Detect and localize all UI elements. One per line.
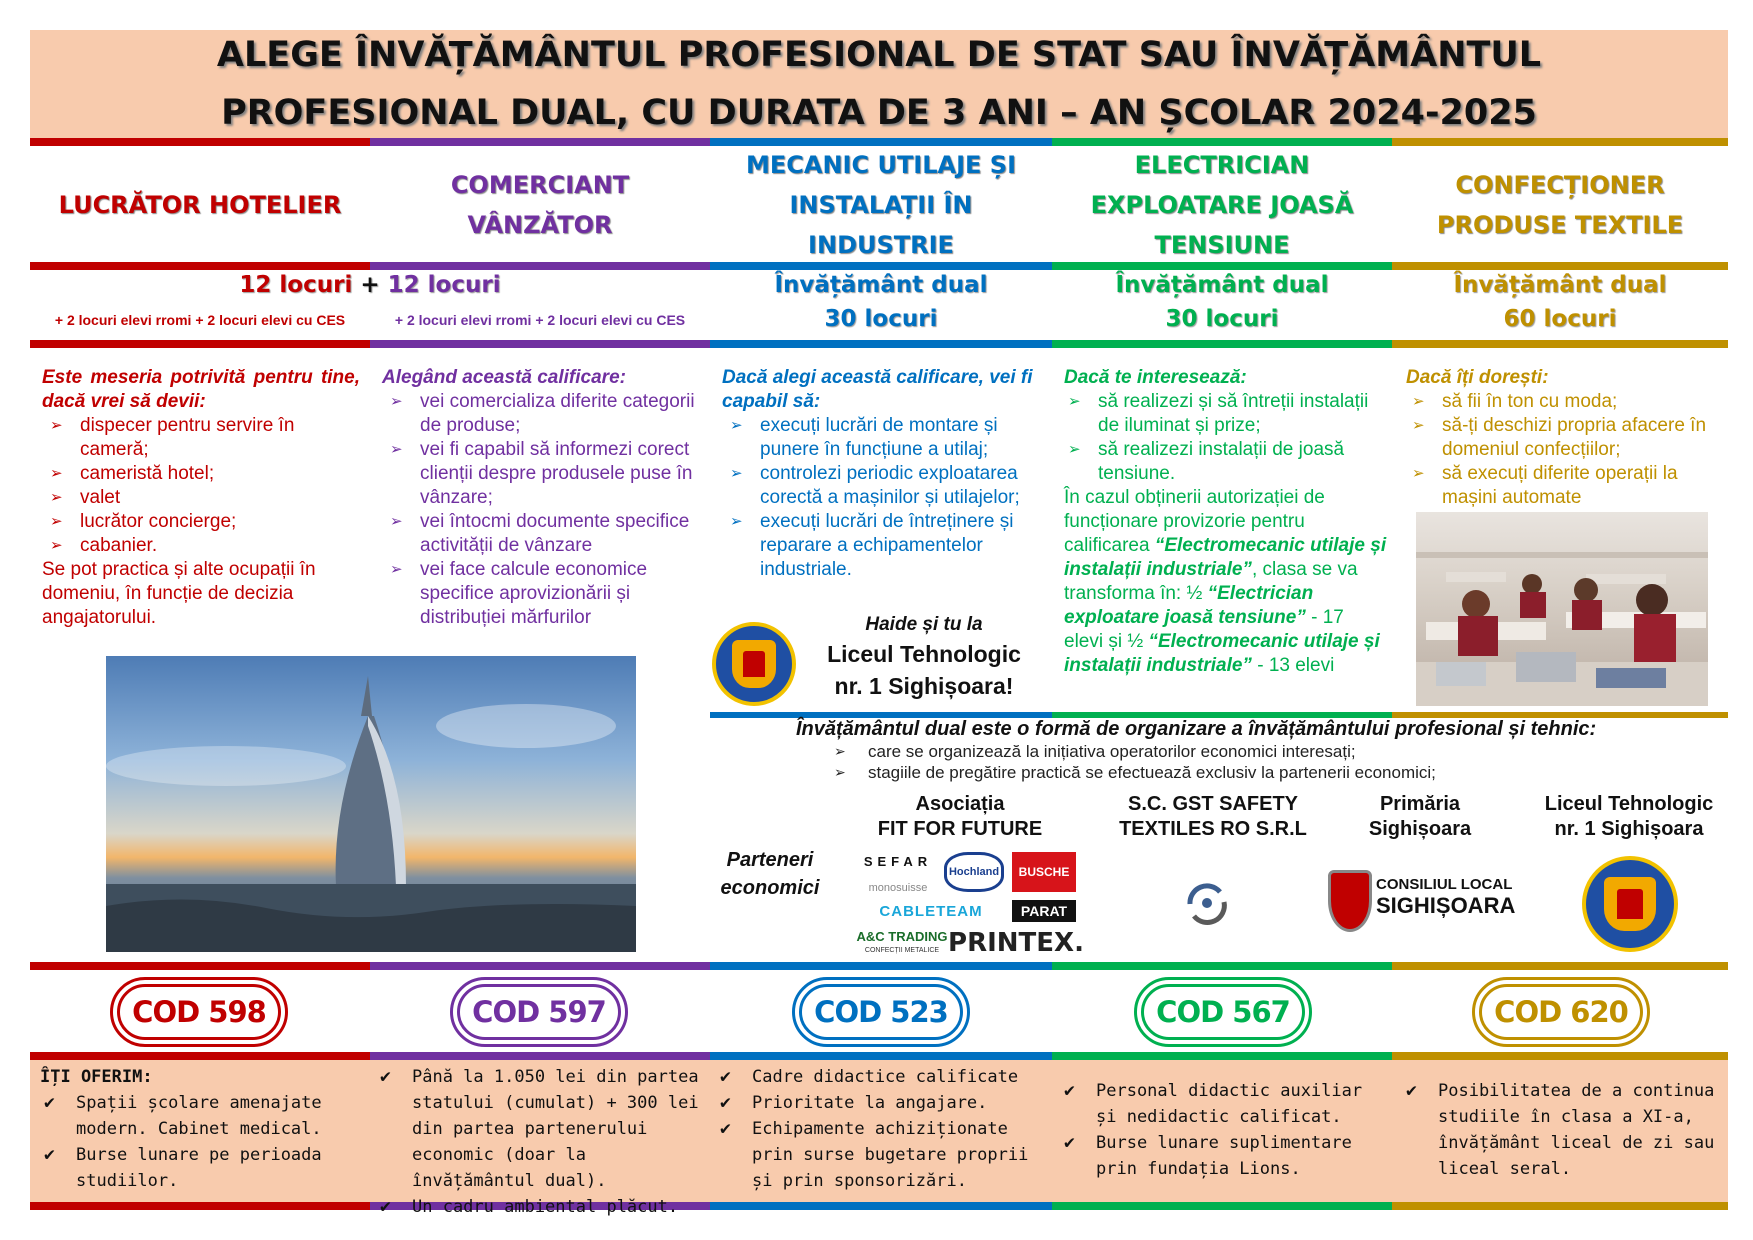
description-intro: Dacă îți dorești: (1406, 367, 1549, 388)
partner-name-line: Sighișoara (1368, 818, 1472, 840)
description-list (1404, 390, 1726, 510)
places-comerciant: 12 locuri (387, 272, 501, 298)
list-item: ✔ Până la 1.050 lei din partea statului (cumulat) + 300 lei din partea partenerului economic (doar la învățământul dual). (376, 1064, 706, 1194)
dual-title: Învățământul dual este o formă de organizare a învățământului profesional și tehnic: (796, 718, 1597, 740)
code-523-badge (792, 977, 970, 1047)
description-intro: Dacă alegi această calificare, vei fi capabil să: (722, 367, 1033, 412)
places-mecanic (710, 268, 1052, 342)
code-620-badge (1472, 977, 1650, 1047)
qualification-title-line: EXPLOATARE JOASĂ (1090, 191, 1354, 219)
promo-line: nr. 1 Sighișoara! (834, 673, 1014, 699)
list-item: ➢ dispecer pentru servire în cameră; (42, 414, 360, 462)
outro-quote: “Electromecanic utilaje și instalații industriale” (1064, 535, 1387, 580)
parat-logo: PARAT (1012, 900, 1076, 922)
monosuisse-logo: monosuisse (868, 882, 928, 894)
offers-hotelier (40, 1064, 366, 1194)
busche-logo: BUSCHE (1012, 852, 1076, 892)
offers-confectioner (1402, 1078, 1724, 1182)
qualification-title-comerciant (370, 146, 710, 264)
offers-mecanic (716, 1064, 1048, 1194)
qualification-title-line: INSTALAȚII ÎN (789, 191, 973, 219)
places-note: + 2 locuri elevi rromi + 2 locuri elevi cu CES (54, 312, 346, 328)
qualification-title-mecanic (710, 146, 1052, 264)
list-item: ➢ să fii în ton cu moda; (1404, 390, 1726, 414)
consiliu-local-logo (1376, 876, 1526, 919)
qualification-title-line: ELECTRICIAN (1134, 151, 1310, 179)
partner-name-line: Primăria (1379, 793, 1461, 815)
partner-name-line: Asociația (915, 793, 1005, 815)
places-count: 30 locuri (824, 306, 938, 332)
dual-education-info (710, 718, 1730, 783)
list-item: ➢ să realizezi și să întreții instalații de iluminat și prize; (1060, 390, 1388, 438)
sighisoara-coat-of-arms-icon (1328, 870, 1372, 932)
outro-text: , clasa se va transforma în: ½ (1064, 559, 1358, 604)
outro-text: - 13 elevi (1251, 655, 1335, 676)
title-line-2: PROFESIONAL DUAL, CU DURATA DE 3 ANI – AN ȘCOLAR 2024-2025 (221, 93, 1537, 133)
list-item: ➢ valet (42, 486, 360, 510)
sewing-classroom-photo (1416, 512, 1708, 706)
qualification-title-text: LUCRĂTOR HOTELIER (58, 191, 342, 219)
offers-list (1060, 1078, 1388, 1182)
partner-fit-for-future (850, 792, 1070, 842)
list-item: ➢ execuți lucrări de montare și punere în funcțiune a utilaj; (722, 414, 1048, 462)
partners-label-line: Parteneri (726, 849, 814, 871)
education-type: Învățământ dual (1453, 272, 1667, 298)
offers-title: ÎȚI OFERIM: (40, 1067, 153, 1087)
description-intro: Dacă te interesează: (1064, 367, 1247, 388)
list-item: ➢ controlezi periodic exploatarea corectă a mașinilor și utilajelor; (722, 462, 1048, 510)
code-label: COD 597 (457, 984, 621, 1040)
sefar-logo: SEFAR (863, 853, 933, 869)
description-list (722, 414, 1048, 582)
list-item: ✔ Burse lunare pe perioada studiilor. (40, 1142, 366, 1194)
description-comerciant (382, 366, 702, 630)
partner-name-line: S.C. GST SAFETY (1127, 793, 1299, 815)
description-intro: Este meseria potrivită pentru tine, dacă vrei să devii: (42, 367, 360, 412)
consiliu-line: SIGHIȘOARA (1376, 893, 1516, 918)
outro-text: - 17 elevi și ½ (1064, 607, 1344, 652)
qualification-title-electrician (1052, 146, 1392, 264)
list-item: ✔ Cadre didactice calificate (716, 1064, 1048, 1090)
partner-name-line: TEXTILES RO S.R.L (1119, 818, 1307, 840)
partner-primaria (1340, 792, 1500, 842)
qualification-title-line: TENSIUNE (1154, 231, 1290, 259)
places-count: 60 locuri (1503, 306, 1617, 332)
school-crest-icon (712, 622, 796, 706)
code-598-badge (110, 977, 288, 1047)
offers-electrician (1060, 1078, 1388, 1182)
description-hotelier (42, 366, 360, 630)
description-list (382, 390, 702, 630)
description-outro (1064, 486, 1388, 678)
list-item: ➢ care se organizează la inițiativa operatorilor economici interesați; (830, 741, 1730, 762)
list-item: ✔ Spații școlare amenajate modern. Cabinet medical. (40, 1090, 366, 1142)
list-item: ➢ stagiile de pregătire practică se efectuează exclusiv la partenerii economici; (830, 762, 1730, 783)
list-item: ✔ Prioritate la angajare. (716, 1090, 1048, 1116)
list-item: ✔ Echipamente achiziționate prin surse bugetare proprii și prin sponsorizări. (716, 1116, 1048, 1194)
list-item: ✔ Posibilitatea de a continua studiile în clasa a XI-a, învățământ liceal de zi sau liceal seral. (1402, 1078, 1724, 1182)
offers-list (40, 1090, 366, 1194)
hochland-logo: Hochland (944, 852, 1004, 892)
places-count: 30 locuri (1165, 306, 1279, 332)
school-promo (800, 612, 1048, 702)
partner-name-line: FIT FOR FUTURE (877, 818, 1043, 840)
list-item: ➢ vei face calcule economice specifice aprovizionării și distribuției mărfurilor (382, 558, 702, 630)
list-item: ➢ să realizezi instalații de joasă tensiune. (1060, 438, 1388, 486)
places-electrician (1052, 268, 1392, 342)
qualification-title-line: PRODUSE TEXTILE (1436, 211, 1684, 239)
list-item: ➢ să-ți deschizi propria afacere în domeniul confecțiilor; (1404, 414, 1726, 462)
outro-quote: “Electromecanic utilaje și instalații industriale” (1064, 631, 1380, 676)
places-confectioner (1392, 268, 1728, 342)
list-item: ✔ Un cadru ambiental plăcut. (376, 1194, 706, 1220)
cableteam-logo: CABLETEAM (879, 902, 983, 920)
list-item: ➢ lucrător concierge; (42, 510, 360, 534)
description-list (42, 414, 360, 558)
description-electrician (1064, 366, 1388, 678)
description-confectioner (1406, 366, 1726, 510)
partners-label-line: economici (720, 877, 820, 899)
places-note: + 2 locuri elevi rromi + 2 locuri elevi cu CES (394, 312, 686, 328)
page-title (30, 30, 1728, 138)
title-line-1: ALEGE ÎNVĂȚĂMÂNTUL PROFESIONAL DE STAT SAU ÎNVĂȚĂMÂNTUL (216, 35, 1542, 75)
code-label: COD 598 (117, 984, 281, 1040)
qualification-title-line: CONFECȚIONER (1455, 171, 1665, 199)
ac-trading-logo: A&C TRADING (856, 928, 948, 944)
qualification-title-line: MECANIC UTILAJE ȘI (746, 151, 1016, 179)
description-intro: Alegând această calificare: (382, 367, 626, 388)
offers-comerciant (376, 1064, 706, 1220)
qualification-title-confectioner (1392, 146, 1728, 264)
partner-name-line: nr. 1 Sighișoara (1554, 818, 1704, 840)
list-item: ➢ să execuți diferite operații la mașini automate (1404, 462, 1726, 510)
liceul-crest-icon (1582, 856, 1678, 952)
list-item: ➢ vei fi capabil să informezi corect clienții despre produsele puse în vânzare; (382, 438, 702, 510)
partner-liceul (1524, 792, 1734, 842)
ac-trading-subtitle: CONFECȚII METALICE (864, 946, 940, 954)
qualification-title-hotelier (30, 146, 370, 264)
offers-list (376, 1064, 706, 1220)
places-plus: + (360, 272, 380, 298)
partner-gst (1098, 792, 1328, 842)
code-label: COD 620 (1479, 984, 1643, 1040)
outro-text: În cazul obținerii autorizației de funcționare provizorie pentru calificarea (1064, 487, 1325, 556)
description-outro: Se pot practica și alte ocupații în domeniu, în funcție de decizia angajatorului. (42, 559, 316, 628)
partners-label (710, 846, 830, 902)
education-type: Învățământ dual (774, 272, 988, 298)
code-567-badge (1134, 977, 1312, 1047)
dual-list (830, 741, 1730, 783)
qualification-title-line: INDUSTRIE (808, 231, 954, 259)
gst-logo-icon (1180, 876, 1234, 930)
list-item: ✔ Personal didactic auxiliar și nedidactic calificat. (1060, 1078, 1388, 1130)
list-item: ➢ cameristă hotel; (42, 462, 360, 486)
description-list (1060, 390, 1388, 486)
promo-line: Haide și tu la (865, 614, 983, 635)
outro-quote: “Electrician exploatare joasă tensiune” (1064, 583, 1314, 628)
partner-name-line: Liceul Tehnologic (1544, 793, 1714, 815)
list-item: ➢ cabanier. (42, 534, 360, 558)
list-item: ➢ vei întocmi documente specifice activității de vânzare (382, 510, 702, 558)
list-item: ➢ execuți lucrări de întreținere și reparare a echipamentelor industriale. (722, 510, 1048, 582)
list-item: ✔ Burse lunare suplimentare prin fundația Lions. (1060, 1130, 1388, 1182)
hotel-photo (106, 656, 636, 952)
list-item: ➢ vei comercializa diferite categorii de produse; (382, 390, 702, 438)
consiliu-line: CONSILIUL LOCAL (1376, 876, 1513, 893)
places-hotelier: 12 locuri (239, 272, 353, 298)
education-type: Învățământ dual (1115, 272, 1329, 298)
offers-list (1402, 1078, 1724, 1182)
description-mecanic (722, 366, 1048, 582)
offers-list (716, 1064, 1048, 1194)
promo-line: Liceul Tehnologic (827, 641, 1021, 667)
qualification-title-line: VÂNZĂTOR (467, 211, 613, 239)
code-label: COD 523 (799, 984, 963, 1040)
printex-logo: PRINTEX. (948, 928, 1084, 958)
code-label: COD 567 (1141, 984, 1305, 1040)
code-597-badge (450, 977, 628, 1047)
qualification-title-line: COMERCIANT (450, 171, 630, 199)
